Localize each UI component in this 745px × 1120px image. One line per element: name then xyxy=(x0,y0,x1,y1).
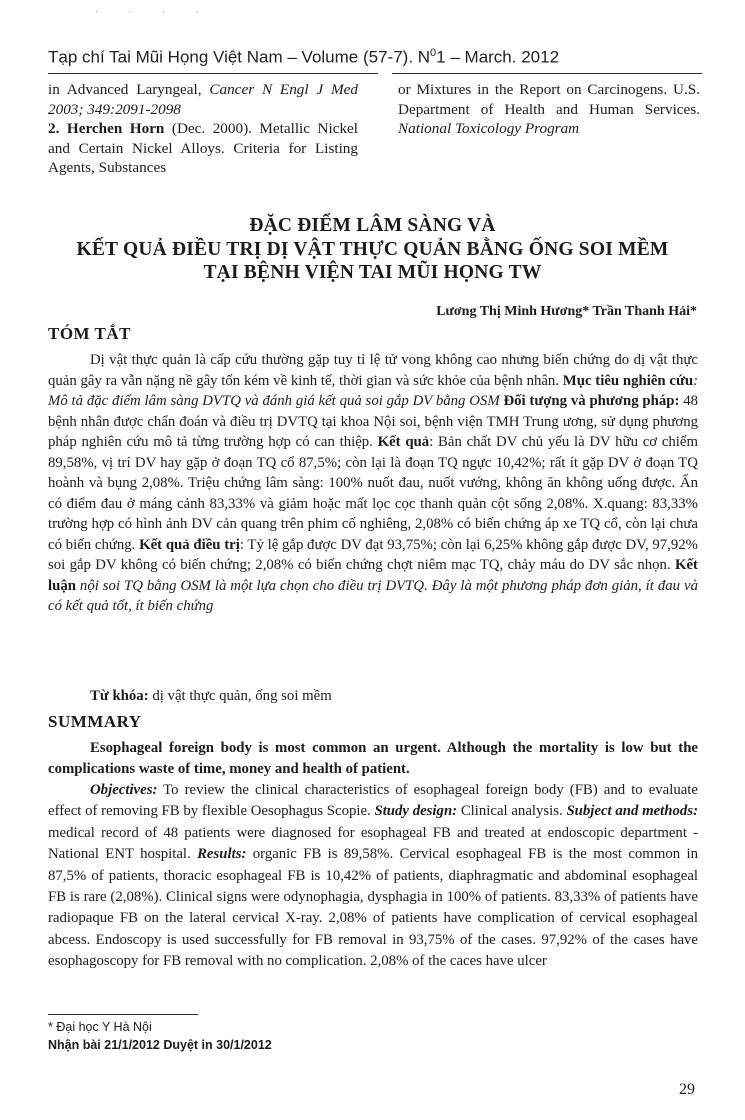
summary-body xyxy=(48,780,698,973)
summary-lead-text: Esophageal foreign body is most common an urgent. Although the mortality is low but the complications waste of time, money and health of patient. xyxy=(48,740,698,777)
method-label: Đối tượng và phương pháp: xyxy=(499,393,680,409)
title-line-2: KẾT QUẢ ĐIỀU TRỊ DỊ VẬT THỰC QUẢN BẰNG ỐNG SOI MỀM xyxy=(76,238,669,260)
references-left-column xyxy=(48,80,358,178)
keywords xyxy=(90,688,332,705)
footnote-rule xyxy=(48,1014,198,1015)
study-design-text: Clinical analysis. xyxy=(457,803,567,820)
reference-2 xyxy=(48,119,358,178)
header-rule-left xyxy=(48,73,378,74)
reference-2-text: (Dec. 2000). Metallic Nickel and Certain Nickel Alloys. Criteria for Listing Agents, Substances xyxy=(48,120,359,176)
method-text: 48 bệnh nhân được chẩn đoán và điều trị DVTQ tại khoa Nội soi, bệnh viện TMH Trung ương, sử dụng phương pháp nghiên cứu mô tả từng trường hợp có can thiệp. xyxy=(48,393,699,450)
keywords-text: dị vật thực quản, ống soi mềm xyxy=(148,688,332,704)
result-text: : Bản chất DV chủ yếu là DV hữu cơ chiếm 89,58%, vị trí DV hay gặp ở đoạn TQ cổ 87,5%; còn lại là đoạn TQ ngực 10,42%; rất ít gặp DV ở đoạn TQ hoành và bụng 2,08%. Triệu chứng lâm sàng: 100% nuốt đau, nuốt vướng, không ăn không uống được. Ấn có điểm đau ở máng cảnh 83,33% và giảm hoặc mất lọc cọc thanh quản cột sống 2,08%. X.quang: 83,33% trường hợp có hình ảnh DV cản quang trên phim cổ nghiêng, 2,08% có biến chứng áp xe TQ cổ, còn lại chưa có biến chứng. xyxy=(48,434,698,553)
abstract-heading: TÓM TẮT xyxy=(48,324,132,343)
running-header xyxy=(48,47,708,68)
methods-label: Subject and methods: xyxy=(566,803,699,820)
summary-paragraph xyxy=(48,780,698,973)
reference-2-source: National Toxicology Program xyxy=(398,120,580,137)
objectives-text: To review the clinical characteristics of esophageal foreign body (FB) and to evaluate effect of removing FB by flexible Oesophagus Scopie. xyxy=(48,782,698,820)
footnote-affiliation: * Đại học Y Hà Nội xyxy=(48,1020,152,1034)
result-label: Kết quả xyxy=(377,434,430,450)
footnote-dates: Nhận bài 21/1/2012 Duyệt in 30/1/2012 xyxy=(48,1038,272,1052)
treatment-result-label: Kết quả điều trị xyxy=(139,536,240,553)
page-number: 29 xyxy=(679,1081,695,1098)
treatment-result-text: : Tỷ lệ gắp được DV đạt 93,75%; còn lại 6,25% không gắp được DV, 97,92% soi gắp DV không có biến chứng; 2,08% có biến chứng chợt niêm mạc TQ, chảy máu do DV sắc nhọn. xyxy=(48,536,699,573)
title-line-3: TẠI BỆNH VIỆN TAI MŨI HỌNG TW xyxy=(203,262,542,283)
keywords-label: Từ khóa: xyxy=(90,688,149,704)
title-line-1: ĐẶC ĐIỂM LÂM SÀNG VÀ xyxy=(249,215,496,236)
article-title xyxy=(40,214,705,285)
issue-date: 1 – March. 2012 xyxy=(436,47,560,67)
reference-2-continued xyxy=(398,80,700,139)
objective-text: : Mô tả đặc điểm lâm sàng DVTQ và đánh giá kết quả soi gắp DV bằng OSM xyxy=(48,372,698,409)
results-text: organic FB is 89,58%. Cervical esophageal FB is the most common in 87,5% of patients, thoracic esophageal FB is 10,42% of patients, diaphragmatic and abdominal esophageal FB is rare (2,08%). Clinical signs were odynophagia, dysphagia in 100% of patients. 83,33% of patients have radiopaque FB on the lateral cervical X-ray. 2,08% of patients have complication of cervical esophageal abcess. Endoscopy is used successfully for FB removal in 93,75% of the cases. 97,92% of the cases have esophagoscopy for FB removal with no complication. 2,08% of the caces have ulcer xyxy=(48,846,698,970)
abstract-vietnamese xyxy=(48,350,698,617)
reference-1-tail xyxy=(48,80,358,119)
issue-superscript: 0 xyxy=(430,47,437,59)
summary-heading: SUMMARY xyxy=(48,712,142,731)
conclusion-text: nội soi TQ bằng OSM là một lựa chọn cho điều trị DVTQ. Đây là một phương pháp đơn giản, ít đau và có kết quả tốt, ít biến chứng xyxy=(48,577,698,614)
methods-text: medical record of 48 patients were diagnosed for esophageal FB and treated at endoscopic department - National ENT hospital. xyxy=(48,824,698,863)
abstract-paragraph xyxy=(48,350,698,617)
objective-label: Mục tiêu nghiên cứu xyxy=(562,372,694,389)
reference-2-author: 2. Herchen Horn xyxy=(48,120,165,137)
abstract-intro: Dị vật thực quản là cấp cứu thường gặp tuy tỉ lệ tử vong không cao nhưng biến chứng do dị vật thực quản gây ra vẫn nặng nề gây tốn kém về kinh tế, thời gian và sức khỏe của bệnh nhân. xyxy=(48,352,698,389)
journal-name: Tạp chí Tai Mũi Họng Việt Nam – Volume (57-7). N xyxy=(48,47,431,67)
reference-1-citation: Cancer N Engl J Med 2003; 349:2091-2098 xyxy=(48,81,358,118)
header-rule-right xyxy=(392,73,702,74)
reference-2-continued-text: or Mixtures in the Report on Carcinogens. U.S. Department of Health and Human Services. xyxy=(398,81,700,118)
scan-marks: · · · · xyxy=(95,6,213,16)
reference-1-text: in Advanced Laryngeal, xyxy=(48,81,210,98)
summary-lead xyxy=(48,738,698,779)
references-right-column xyxy=(398,80,700,139)
conclusion-label: Kết luận xyxy=(48,557,698,594)
objectives-label: Objectives: xyxy=(90,782,158,798)
results-label: Results: xyxy=(197,846,247,863)
study-design-label: Study design: xyxy=(374,803,458,820)
authors: Lương Thị Minh Hương* Trần Thanh Hải* xyxy=(436,304,697,319)
